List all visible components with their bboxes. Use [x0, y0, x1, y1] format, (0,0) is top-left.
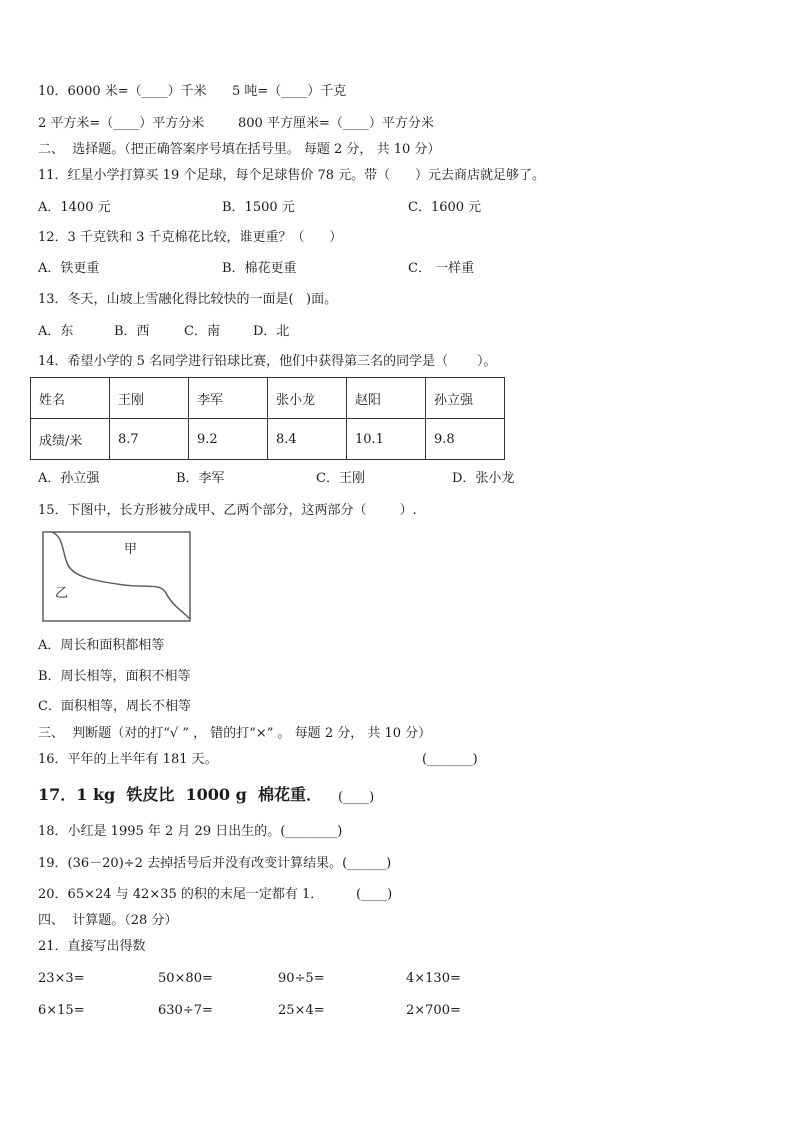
- q20-stem: 20．65×24 与 42×35 的积的末尾一定都有 1．: [38, 887, 324, 902]
- table-cell: 成绩/米: [31, 419, 110, 460]
- q10-line2-a: 2 平方米=（____）平方分米: [38, 116, 205, 131]
- table-cell: 10.1: [347, 419, 426, 460]
- calc-item: 25×4=: [278, 1003, 325, 1018]
- q12-option-a: A．铁更重: [38, 261, 100, 276]
- section-2-heading: 二、 选择题。（把正确答案序号填在括号里。 每题 2 分， 共 10 分）: [38, 142, 441, 157]
- q19-stem: 19．(36－20)÷2 去掉括号后并没有改变计算结果。(______): [38, 856, 392, 871]
- q14-option-c: C．王刚: [316, 471, 365, 486]
- score-table: [30, 377, 505, 460]
- q15-stem: 15．下图中，长方形被分成甲、乙两个部分，这两部分（ ）.: [38, 503, 417, 518]
- q13-option-c: C．南: [184, 324, 220, 339]
- region-yi-label: 乙: [55, 586, 69, 601]
- calc-item: 6×15=: [38, 1003, 85, 1018]
- calc-item: 630÷7=: [158, 1003, 213, 1018]
- calc-item: 4×130=: [406, 971, 461, 986]
- q15-option-a: A．周长和面积都相等: [38, 638, 165, 653]
- q13-option-d: D．北: [253, 324, 290, 339]
- q11-option-a: A．1400 元: [38, 200, 111, 215]
- calc-item: 23×3=: [38, 971, 85, 986]
- rectangle-figure: [42, 531, 192, 623]
- table-cell: 9.8: [426, 419, 505, 460]
- q15-option-c: C．面积相等，周长不相等: [38, 699, 191, 714]
- q10-line2-b: 800 平方厘米=（____）平方分米: [238, 116, 434, 131]
- table-row: [31, 378, 505, 419]
- calc-item: 2×700=: [406, 1003, 461, 1018]
- q14-option-b: B．李军: [176, 471, 225, 486]
- q17-stem: 17．1 kg 铁皮比 1000 g 棉花重．: [38, 785, 322, 804]
- table-header-cell: 赵阳: [347, 378, 426, 419]
- table-header-cell: 孙立强: [426, 378, 505, 419]
- table-header-cell: 张小龙: [268, 378, 347, 419]
- q16-blank: (_______): [422, 752, 478, 767]
- table-header-cell: 李军: [189, 378, 268, 419]
- q11-option-c: C．1600 元: [408, 200, 482, 215]
- q12-option-b: B．棉花更重: [222, 261, 297, 276]
- rectangle-outline: [43, 532, 190, 621]
- q15-option-b: B．周长相等，面积不相等: [38, 669, 191, 684]
- q14-option-d: D．张小龙: [452, 471, 515, 486]
- q18-stem: 18．小红是 1995 年 2 月 29 日出生的。(________): [38, 824, 343, 839]
- q13-stem: 13．冬天，山坡上雪融化得比较快的一面是( )面。: [38, 292, 338, 307]
- q17-blank: (____): [338, 790, 375, 805]
- q11-option-b: B．1500 元: [222, 200, 295, 215]
- section-4-heading: 四、 计算题。（28 分）: [38, 913, 178, 928]
- q16-stem: 16．平年的上半年有 181 天。: [38, 752, 218, 767]
- q13-option-b: B．西: [114, 324, 150, 339]
- dividing-curve: [52, 532, 190, 619]
- table-cell: 8.4: [268, 419, 347, 460]
- calc-item: 50×80=: [158, 971, 213, 986]
- table-header-cell: 王刚: [110, 378, 189, 419]
- table-row: [31, 419, 505, 460]
- calc-item: 90÷5=: [278, 971, 325, 986]
- q11-stem: 11．红星小学打算买 19 个足球，每个足球售价 78 元。带（ ）元去商店就足够了。: [38, 168, 545, 183]
- q14-option-a: A．孙立强: [38, 471, 100, 486]
- q12-option-c: C． 一样重: [408, 261, 475, 276]
- q20-blank: (____): [356, 887, 393, 902]
- q14-stem: 14．希望小学的 5 名同学进行铅球比赛，他们中获得第三名的同学是（ ）。: [38, 354, 497, 369]
- region-jia-label: 甲: [124, 542, 138, 557]
- q10-line1-a: 10．6000 米=（____）千米: [38, 84, 207, 99]
- q12-stem: 12．3 千克铁和 3 千克棉花比较，谁更重？（ ）: [38, 230, 343, 245]
- table-cell: 8.7: [110, 419, 189, 460]
- q10-line1-b: 5 吨=（____）千克: [232, 84, 347, 99]
- q13-option-a: A．东: [38, 324, 74, 339]
- table-header-cell: 姓名: [31, 378, 110, 419]
- section-3-heading: 三、 判断题（对的打“√ ” ， 错的打“×” 。 每题 2 分， 共 10 分）: [38, 726, 432, 741]
- q21-stem: 21．直接写出得数: [38, 939, 146, 954]
- table-cell: 9.2: [189, 419, 268, 460]
